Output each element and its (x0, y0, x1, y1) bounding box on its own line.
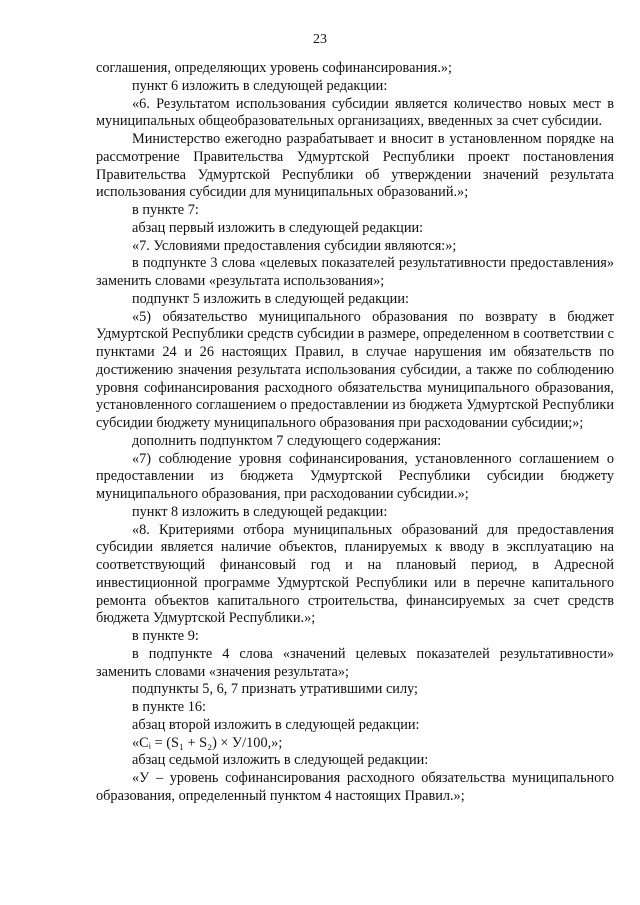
paragraph: «8. Критериями отбора муниципальных образований для предоставления субсидии является наличие объектов, планируемых к вводу в эксплуатацию на соответствующий финансовый год и на плановый период, в Адресной инвестиционной программе Удмуртской Республики или в перечне капитального ремонта объектов капитального строительства, финансируемых за счет средств бюджета Удмуртской Республики.»; (96, 521, 614, 627)
document-body (96, 60, 614, 806)
paragraph: пункт 8 изложить в следующей редакции: (132, 503, 388, 520)
paragraph: Министерство ежегодно разрабатывает и вносит в установленном порядке на рассмотрение Правительства Удмуртской Республики проект постановления Правительства Удмуртской Республики об утверждении значений результата использования субсидии для муниципальных образований.»; (96, 131, 614, 201)
paragraph: «6. Результатом использования субсидии является количество новых мест в муниципальных общеобразовательных организациях, введенных за счет субсидии. (96, 95, 614, 130)
paragraph: «7. Условиями предоставления субсидии являются:»; (132, 237, 457, 254)
paragraph: в пункте 7: (132, 202, 199, 218)
paragraph: дополнить подпунктом 7 следующего содержания: (132, 432, 442, 449)
page-number: 23 (313, 32, 327, 47)
paragraph: подпункт 5 изложить в следующей редакции: (132, 290, 409, 307)
paragraph: в пункте 16: (132, 699, 206, 715)
paragraph: в подпункте 3 слова «целевых показателей результативности предоставления» заменить словами «результата использования»; (96, 255, 614, 289)
paragraph: соглашения, определяющих уровень софинансирования.»; (96, 60, 453, 76)
paragraph: пункт 6 изложить в следующей редакции: (132, 77, 388, 94)
paragraph: подпункты 5, 6, 7 признать утратившими силу; (132, 681, 419, 698)
paragraph: «Cᵢ = (S₁ + S₂) × У/100,»; (132, 734, 283, 751)
paragraph: в подпункте 4 слова «значений целевых показателей результативности» заменить словами «значения результата»; (96, 645, 614, 680)
paragraph: абзац седьмой изложить в следующей редакции: (132, 752, 429, 769)
paragraph: абзац второй изложить в следующей редакции: (132, 716, 420, 733)
paragraph: абзац первый изложить в следующей редакции: (132, 219, 424, 236)
paragraph: «5) обязательство муниципального образования по возврату в бюджет Удмуртской Республики средств субсидии в размере, определенном в соответствии с пунктами 24 и 26 настоящих Правил, в случае нарушения им обязательств по достижению значения результата использования субсидии, а также по соблюдению уровня софинансирования расходного обязательства муниципального образования, установленного соглашением о предоставлении из бюджета Удмуртской Республики субсидии бюджету муниципального образования при расходовании субсидии;»; (96, 308, 614, 431)
paragraph: в пункте 9: (132, 628, 199, 644)
paragraph: «7) соблюдение уровня софинансирования, установленного соглашением о предоставлении из бюджета Удмуртской Республики субсидии бюджету муниципального образования, при расходовании субсидии.»; (96, 450, 614, 502)
paragraph: «У – уровень софинансирования расходного обязательства муниципального образования, определенный пунктом 4 настоящих Правил.»; (96, 770, 614, 804)
